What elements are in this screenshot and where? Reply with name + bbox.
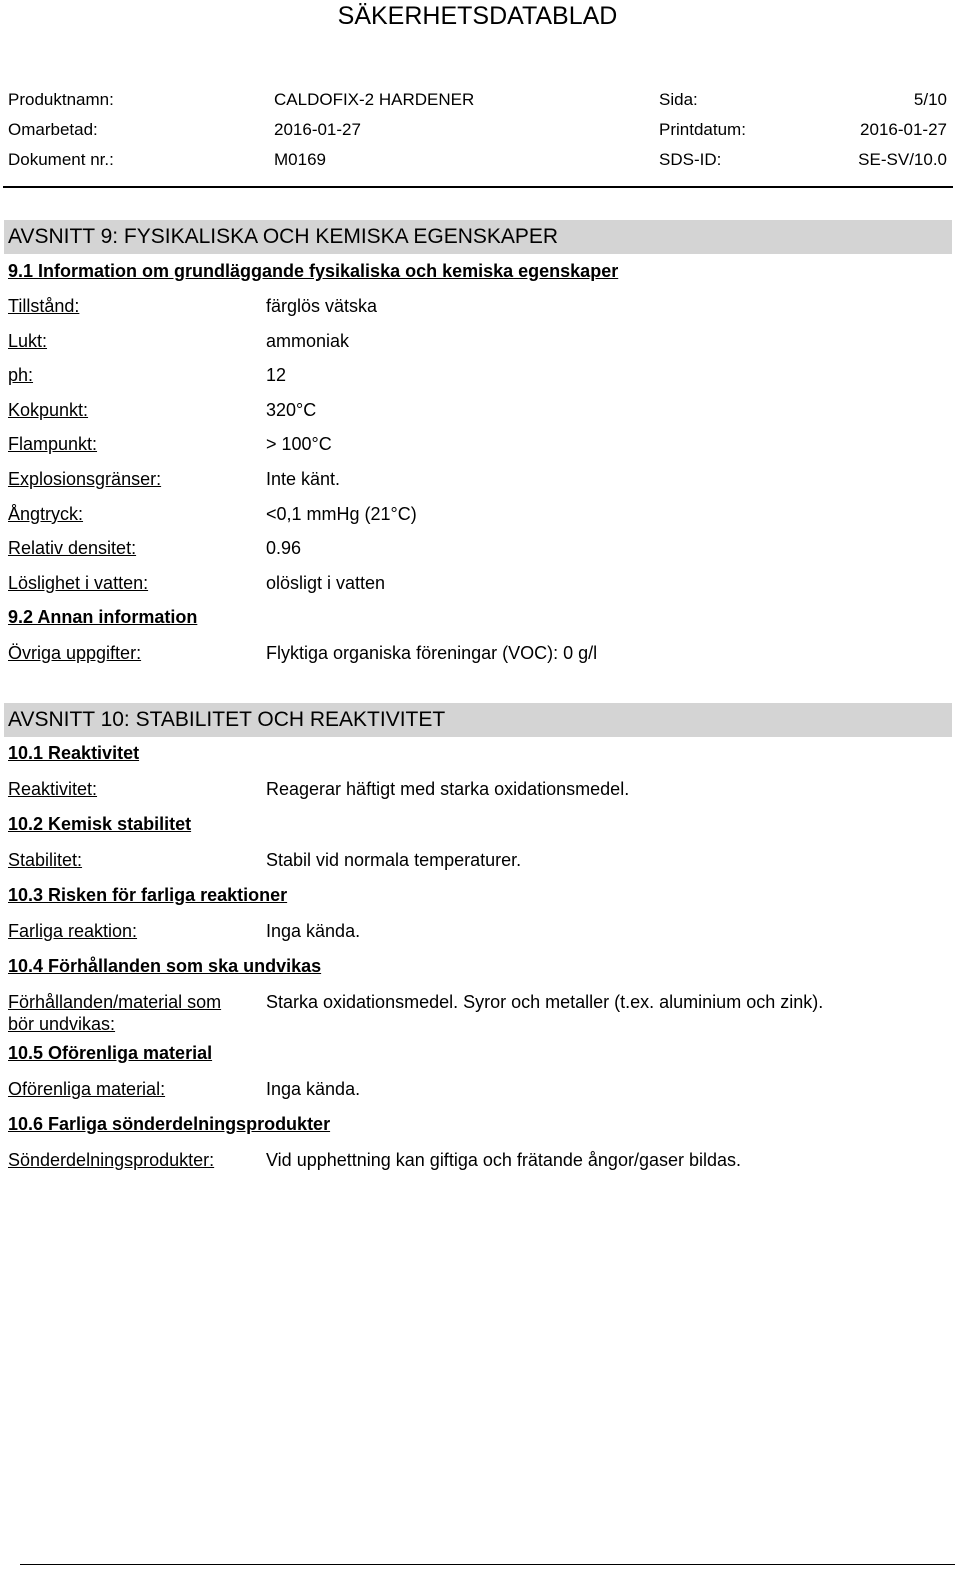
- document-number: M0169: [274, 150, 326, 169]
- sds-id-label: SDS-ID:: [659, 150, 722, 169]
- conditions-label-line2: bör undvikas:: [8, 1014, 116, 1034]
- reactivity-value: Reagerar häftigt med starka oxidationsmedel.: [266, 779, 630, 799]
- other-info-value: Flyktiga organiska föreningar (VOC): 0 g/l: [266, 643, 598, 663]
- property-label: Explosionsgränser:: [8, 469, 162, 489]
- conditions-label-line1: Förhållanden/material som: [8, 992, 222, 1012]
- property-value: Inte känt.: [266, 469, 341, 489]
- subsection-10-5: 10.5 Oförenliga material: [8, 1043, 213, 1063]
- document-title: SÄKERHETSDATABLAD: [337, 2, 618, 30]
- decomposition-products-label: Sönderdelningsprodukter:: [8, 1150, 215, 1170]
- property-value: > 100°C: [266, 434, 332, 454]
- subsection-9-1: 9.1 Information om grundläggande fysikaliska och kemiska egenskaper: [8, 261, 619, 281]
- reactivity-label: Reaktivitet:: [8, 779, 98, 799]
- document-number-label: Dokument nr.:: [8, 150, 114, 169]
- section-10-header: [4, 703, 952, 737]
- header-divider: [3, 186, 953, 188]
- subsection-10-6: 10.6 Farliga sönderdelningsprodukter: [8, 1114, 331, 1134]
- revised-label: Omarbetad:: [8, 120, 98, 139]
- property-value: 320°C: [266, 400, 317, 420]
- property-label: Flampunkt:: [8, 434, 98, 454]
- property-value: ammoniak: [266, 331, 350, 351]
- property-label: Tillstånd:: [8, 296, 80, 316]
- subsection-10-4: 10.4 Förhållanden som ska undvikas: [8, 956, 322, 976]
- subsection-10-3: 10.3 Risken för farliga reaktioner: [8, 885, 288, 905]
- hazardous-reaction-label: Farliga reaktion:: [8, 921, 138, 941]
- product-name-label: Produktnamn:: [8, 90, 114, 109]
- property-value: olösligt i vatten: [266, 573, 386, 593]
- other-info-label: Övriga uppgifter:: [8, 643, 142, 663]
- decomposition-products-value: Vid upphettning kan giftiga och frätande ångor/gaser bildas.: [266, 1150, 742, 1170]
- conditions-value: Starka oxidationsmedel. Syror och metaller (t.ex. aluminium och zink).: [266, 992, 824, 1012]
- page-label: Sida:: [659, 90, 698, 109]
- incompatible-materials-label: Oförenliga material:: [8, 1079, 166, 1099]
- sds-id: SE-SV/10.0: [858, 150, 947, 169]
- section-10-title: AVSNITT 10: STABILITET OCH REAKTIVITET: [8, 708, 446, 731]
- footer-divider: [20, 1564, 955, 1565]
- property-value: färglös vätska: [266, 296, 378, 316]
- revised-date: 2016-01-27: [274, 120, 361, 139]
- property-label: Lukt:: [8, 331, 48, 351]
- print-date: 2016-01-27: [860, 120, 947, 139]
- print-date-label: Printdatum:: [659, 120, 746, 139]
- property-value: <0,1 mmHg (21°C): [266, 504, 417, 524]
- property-label: Löslighet i vatten:: [8, 573, 149, 593]
- stability-value: Stabil vid normala temperaturer.: [266, 850, 522, 870]
- product-name-value: CALDOFIX-2 HARDENER: [274, 90, 475, 109]
- subsection-9-2: 9.2 Annan information: [8, 607, 198, 627]
- subsection-10-2: 10.2 Kemisk stabilitet: [8, 814, 192, 834]
- property-value: 0.96: [266, 538, 302, 558]
- property-label: Relativ densitet:: [8, 538, 137, 558]
- hazardous-reaction-value: Inga kända.: [266, 921, 361, 941]
- incompatible-materials-value: Inga kända.: [266, 1079, 361, 1099]
- property-value: 12: [266, 365, 287, 385]
- page-number: 5/10: [913, 90, 947, 109]
- property-label: ph:: [8, 365, 34, 385]
- stability-label: Stabilitet:: [8, 850, 83, 870]
- subsection-10-1: 10.1 Reaktivitet: [8, 743, 140, 763]
- property-label: Kokpunkt:: [8, 400, 89, 420]
- section-9-header: [4, 220, 952, 254]
- section-9-title: AVSNITT 9: FYSIKALISKA OCH KEMISKA EGENSKAPER: [8, 225, 559, 248]
- property-label: Ångtryck:: [8, 504, 84, 524]
